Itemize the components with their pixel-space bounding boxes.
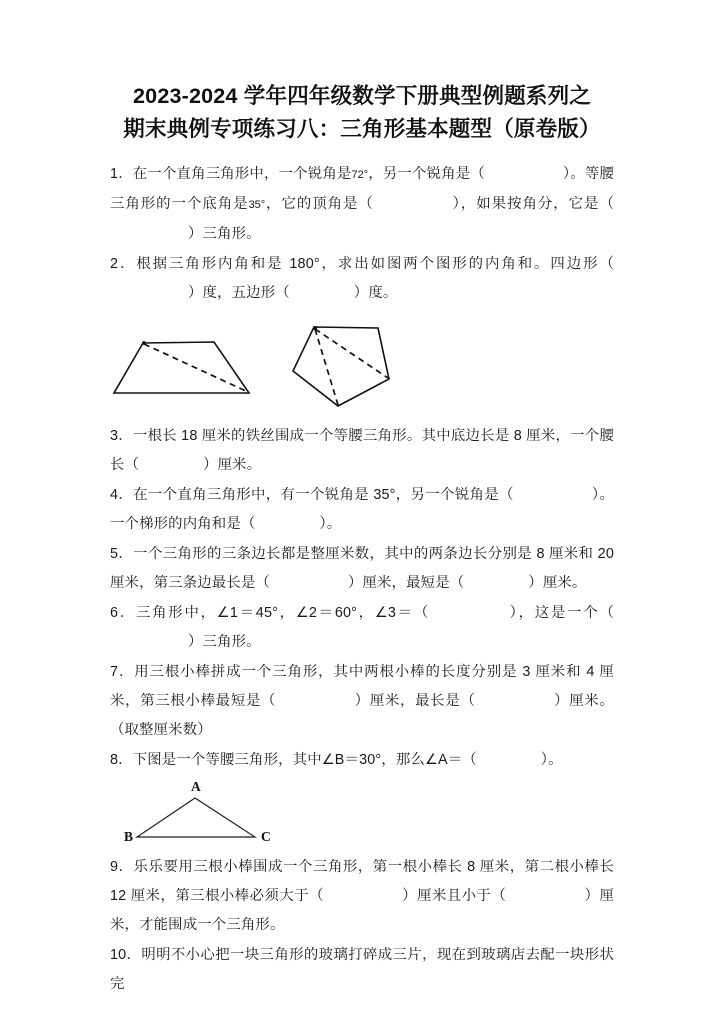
question-9 xyxy=(110,853,614,940)
question-10-number: 10． xyxy=(110,947,142,963)
question-3-text-b: ）厘米。 xyxy=(203,457,262,473)
question-8-figure xyxy=(110,777,614,849)
question-7-number: 7． xyxy=(110,664,135,680)
quadrilateral-svg xyxy=(110,332,260,398)
pentagon-diagonal-2 xyxy=(315,329,388,378)
question-5-text-b: ）厘米，最短是（ xyxy=(347,575,465,591)
question-9-text-a: 乐乐要用三根小棒围成一个三角形，第一根小棒长 8 厘米，第二根小棒长 12 厘米，第三根小棒必须大于（ xyxy=(110,859,614,904)
question-9-number: 9． xyxy=(110,859,134,875)
triangle-vertex-label-a: A xyxy=(191,779,201,794)
question-6-text-b: ），这是一个（ xyxy=(508,605,614,621)
question-1-text-b: ，另一个锐角是（ xyxy=(368,166,485,182)
question-8-text-b: ）。 xyxy=(540,752,563,768)
question-5-text-a: 一个三角形的三条边长都是整厘米数，其中的两条边长分别是 8 厘米和 20 厘米，第三条边最长是（ xyxy=(110,546,614,591)
question-1-text-e: ），如果按角分，它是（ xyxy=(451,196,614,212)
question-6 xyxy=(110,599,614,657)
pentagon-outline xyxy=(293,327,389,406)
page-content xyxy=(110,80,614,1000)
question-6-number: 6． xyxy=(110,605,136,621)
question-2-figures xyxy=(110,312,614,416)
pentagon-figure xyxy=(290,318,402,410)
question-7 xyxy=(110,658,614,745)
page-title xyxy=(110,80,614,146)
question-5-number: 5． xyxy=(110,546,134,562)
question-6-text-a: 三角形中，∠1＝45°，∠2＝60°，∠3＝（ xyxy=(135,605,430,621)
question-8-text-a: 下图是一个等腰三角形，其中∠B＝30°，那么∠A＝（ xyxy=(132,752,477,768)
pentagon-diagonal-vertex-dot xyxy=(313,326,317,330)
question-5 xyxy=(110,540,614,598)
question-2-text-b: ）度，五边形（ xyxy=(188,285,290,301)
question-3 xyxy=(110,422,614,480)
pentagon-diagonal-1 xyxy=(315,329,338,405)
question-1-text-d: ，它的顶角是（ xyxy=(265,196,374,212)
question-1-text-c: ）。等腰三角形的一个底角是 xyxy=(110,166,614,212)
question-8 xyxy=(110,746,614,775)
question-1-text-f: ）三角形。 xyxy=(188,226,261,242)
quadrilateral-figure xyxy=(110,332,260,398)
question-3-text-a: 一根长 18 厘米的铁丝围成一个等腰三角形。其中底边长是 8 厘米，一个腰长（ xyxy=(110,428,614,473)
question-4 xyxy=(110,481,614,539)
page-title-line-2: 期末典例专项练习八：三角形基本题型（原卷版） xyxy=(123,117,601,141)
question-4-number: 4． xyxy=(110,487,134,503)
question-1-angle-72: 72° xyxy=(351,169,369,181)
isosceles-triangle-outline xyxy=(137,798,255,837)
question-1-angle-35: 35° xyxy=(248,199,266,211)
quadrilateral-outline xyxy=(114,342,249,393)
question-4-text-b: ）。一个梯形的内角和是（ xyxy=(110,487,614,532)
pentagon-svg xyxy=(290,318,402,410)
question-2-number: 2． xyxy=(110,256,137,272)
question-9-text-c: ）厘米，才能围成一个三角形。 xyxy=(110,888,614,933)
question-4-text-c: ）。 xyxy=(319,516,342,532)
question-5-text-c: ）厘米。 xyxy=(528,575,587,591)
question-6-text-c: ）三角形。 xyxy=(188,634,261,650)
question-7-text-a: 用三根小棒拼成一个三角形，其中两根小棒的长度分别是 3 厘米和 4 厘米，第三根小棒最短是（ xyxy=(110,664,614,709)
question-8-number: 8． xyxy=(110,752,133,768)
question-3-number: 3． xyxy=(110,428,133,444)
triangle-vertex-label-b: B xyxy=(124,829,134,844)
question-1-text-a: 在一个直角三角形中，一个锐角是 xyxy=(132,166,352,182)
isosceles-triangle-svg xyxy=(124,777,288,844)
isosceles-triangle-figure xyxy=(124,777,288,844)
quadrilateral-diagonal-vertex-dot xyxy=(142,341,146,345)
question-4-text-a: 在一个直角三角形中，有一个锐角是 35°，另一个锐角是（ xyxy=(133,487,514,503)
question-10 xyxy=(110,941,614,999)
question-2-text-a: 根据三角形内角和是 180°，求出如图两个图形的内角和。四边形（ xyxy=(136,256,614,272)
page-title-line-1: 2023-2024 学年四年级数学下册典型例题系列之 xyxy=(133,84,591,108)
question-9-text-b: ）厘米且小于（ xyxy=(401,888,507,904)
question-10-text-a: 明明不小心把一块三角形的玻璃打碎成三片，现在到玻璃店去配一块形状完 xyxy=(110,947,614,992)
question-1-number: 1． xyxy=(110,166,133,182)
question-2 xyxy=(110,250,614,308)
question-7-text-b: ）厘米，最长是（ xyxy=(354,693,476,709)
question-7-text-c: ）厘米。（取整厘米数） xyxy=(110,693,614,738)
triangle-vertex-label-c: C xyxy=(261,829,271,844)
question-1 xyxy=(110,160,614,249)
question-2-text-c: ）度。 xyxy=(353,285,398,301)
